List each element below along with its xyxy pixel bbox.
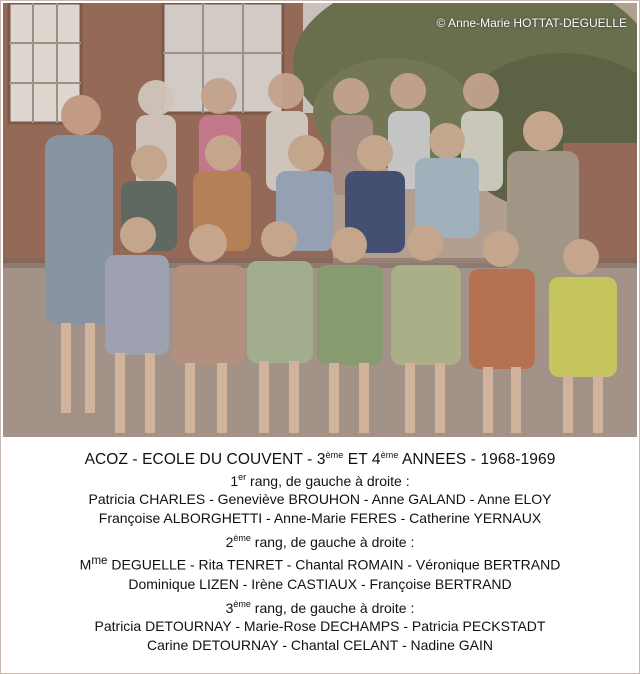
title-superscript: ème [380, 450, 399, 460]
title-text: ACOZ - ECOLE DU COUVENT - 3 [84, 451, 326, 468]
honorific-superscript: me [91, 554, 108, 567]
row-3-heading [3, 599, 637, 617]
title-superscript: ème [325, 450, 344, 460]
photo-caption [3, 437, 637, 671]
class-photo [3, 3, 637, 437]
honorific: M [79, 556, 92, 573]
row-1-heading [3, 472, 637, 490]
row-heading-text: rang, de gauche à droite : [250, 599, 415, 616]
row-heading-text: rang, de gauche à droite : [246, 473, 410, 489]
row-number: 3 [225, 599, 234, 616]
copyright-notice: © Anne-Marie HOTTAT-DEGUELLE [436, 16, 627, 30]
row-heading-text: rang, de gauche à droite : [250, 534, 415, 550]
row-3-names-line-1: Patricia DETOURNAY - Marie-Rose DECHAMPS - Patricia PECKSTADT [94, 617, 546, 634]
row-3-names-line-2: Carine DETOURNAY - Chantal CELANT - Nadine GAIN [147, 636, 493, 653]
row-2-names-line-1 [3, 551, 637, 575]
row-ordinal: ème [233, 598, 251, 609]
row-2-heading [3, 533, 637, 551]
caption-title [3, 450, 637, 469]
row-2-names-line-2: Dominique LIZEN - Irène CASTIAUX - Françoise BERTRAND [128, 575, 512, 592]
row-number: 2 [225, 534, 234, 550]
row-1-names-line-1: Patricia CHARLES - Geneviève BROUHON - Anne GALAND - Anne ELOY [88, 491, 552, 507]
row-ordinal: ème [233, 533, 251, 543]
title-text: ANNEES - 1968-1969 [398, 451, 556, 468]
title-text: ET 4 [343, 451, 381, 468]
photo-illustration [3, 3, 637, 437]
names-text: DEGUELLE - Rita TENRET - Chantal ROMAIN - Véronique BERTRAND [107, 556, 561, 573]
row-number: 1 [230, 473, 239, 489]
row-ordinal: er [238, 472, 247, 482]
row-1-names-line-2: Françoise ALBORGHETTI - Anne-Marie FERES - Catherine YERNAUX [98, 510, 542, 526]
